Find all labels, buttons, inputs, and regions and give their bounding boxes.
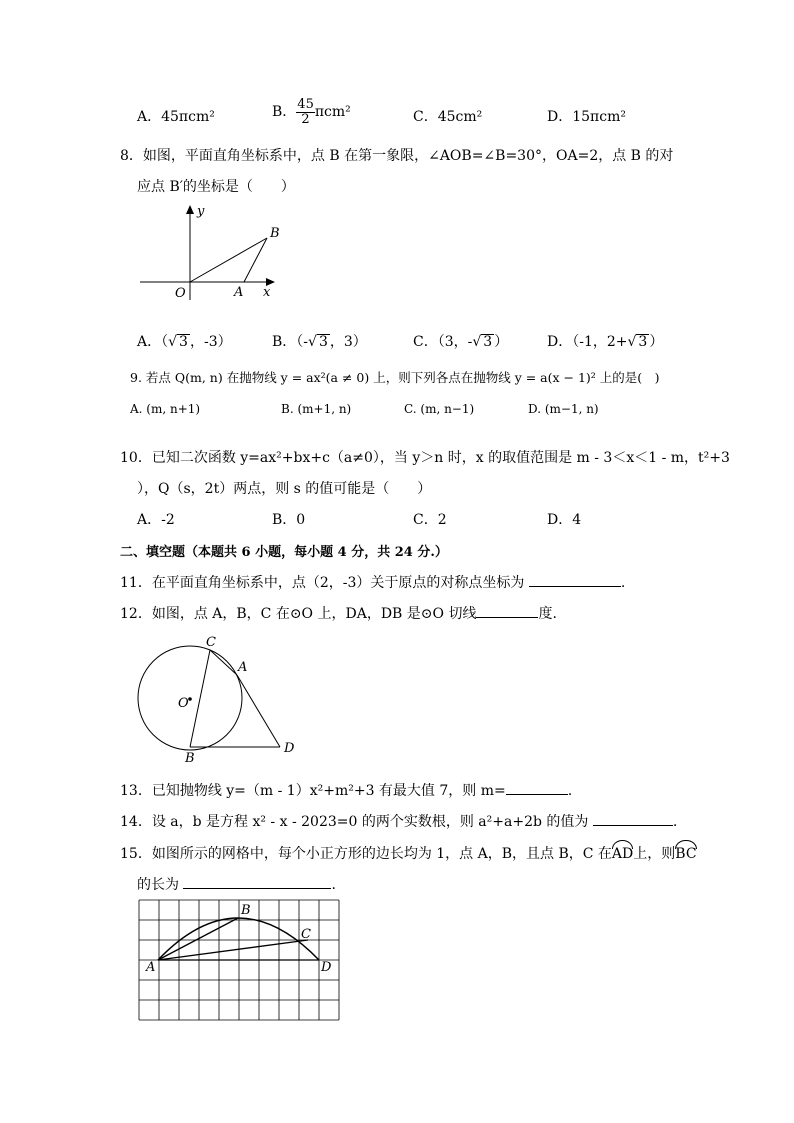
q15-segment-ab — [158, 918, 238, 960]
q15-text: 15．如图所示的网格中，每个小正方形的边长均为 1，点 A，B，且点 B，C 在 — [120, 846, 612, 862]
q8-label-a: A — [234, 285, 244, 300]
q15-text-mid: 上，则 — [633, 846, 676, 862]
q7-option-b-prefix: B． — [272, 104, 297, 121]
q10-stem-line2: ），Q（s，2t）两点，则 s 的值可能是（ ） — [137, 481, 432, 497]
q7-option-b — [272, 98, 351, 126]
q12-tangent-da — [237, 675, 280, 747]
q13 — [120, 780, 572, 800]
q8-option-a-post: ，-3） — [189, 334, 232, 350]
q8-option-d-radicand: 3 — [638, 334, 648, 350]
q15-arc-ad — [612, 842, 633, 862]
q7-option-c: C．45cm² — [413, 109, 483, 125]
q8-stem-line2: 应点 B′的坐标是（ ） — [137, 179, 295, 195]
q15-arc-ad-label: AD — [611, 846, 634, 862]
q8-option-c-post: ） — [494, 334, 509, 350]
q15-arc — [158, 918, 319, 960]
q8-option-b-post: ，3） — [329, 334, 367, 350]
q12-chord-ca — [210, 650, 237, 675]
q8-label-y: y — [197, 204, 205, 219]
q7-option-b-denominator: 2 — [301, 111, 310, 127]
q8-option-b-pre: B．（- — [272, 334, 309, 350]
q8-option-d-post: ） — [649, 334, 664, 350]
q10-stem-line1: 10．已知二次函数 y=ax²+bx+c（a≠0），当 y＞n 时，x 的取值范围是 m - 3＜x＜1 - m，t²+3 — [120, 450, 730, 466]
q8-option-a-radicand: 3 — [179, 334, 188, 350]
q8-option-b-radicand: 3 — [318, 334, 328, 350]
q15-answer-blank[interactable] — [183, 874, 331, 889]
q10-option-a: A．-2 — [137, 512, 175, 528]
q8-option-c-pre: C．（3，- — [413, 334, 473, 350]
q8-option-b: B．（-√ 3 ，3） — [272, 334, 367, 350]
q14-answer-blank[interactable] — [593, 811, 673, 826]
q12-answer-blank[interactable] — [476, 603, 538, 618]
q8-label-x: x — [263, 285, 271, 300]
q9-option-d: D. (m−1, n) — [528, 402, 599, 416]
q13-text: 13．已知抛物线 y=（m - 1）x²+m²+3 有最大值 7，则 m= — [120, 783, 506, 799]
q9-stem: 9. 若点 Q(m, n) 在抛物线 y = ax²(a ≠ 0) 上，则下列各点在抛物线 y = a(x − 1)² 上的是( ) — [130, 370, 660, 385]
q15-line1 — [120, 842, 697, 863]
q8-y-arrow-icon — [186, 205, 194, 214]
q10-option-c: C．2 — [413, 512, 447, 528]
q14-end: . — [672, 814, 678, 830]
q15-label-c: C — [301, 927, 311, 942]
q12-circle-figure — [130, 630, 305, 765]
q8-option-c-radicand: 3 — [483, 334, 493, 350]
q15-segment-ac — [158, 940, 308, 960]
q12-label-a: A — [238, 660, 248, 675]
q8-stem-line1: 8．如图，平面直角坐标系中，点 B 在第一象限，∠AOB=∠B=30°，OA=2，点 B 的对 — [120, 148, 674, 164]
q11-text: 11．在平面直角坐标系中，点（2，-3）关于原点的对称点坐标为 — [120, 575, 525, 591]
q8-coordinate-figure — [135, 200, 285, 302]
q15-end: . — [331, 877, 336, 893]
q7-option-a: A．45πcm² — [137, 109, 215, 125]
q12-label-d: D — [284, 741, 295, 756]
q15-label-a: A — [146, 960, 156, 975]
q15-arc-bc-label: BC — [675, 846, 697, 862]
q15-grid-figure — [138, 898, 344, 1023]
q8-option-c: C．（3，-√ 3 ） — [413, 334, 509, 350]
section-fill-in-heading: 二、填空题（本题共 6 小题，每小题 4 分，共 24 分.） — [120, 545, 448, 560]
q13-end: . — [567, 783, 573, 799]
q8-option-a-pre: A．（ — [137, 334, 169, 350]
q14 — [120, 811, 677, 831]
q10-option-d: D．4 — [547, 512, 582, 528]
q12-end: 度. — [538, 606, 557, 622]
q15-label-d: D — [321, 960, 332, 975]
q15-arc-ad-icon — [612, 840, 633, 849]
q10-option-b: B．0 — [272, 512, 306, 528]
q8-label-o: O — [175, 286, 186, 301]
q11-answer-blank[interactable] — [529, 572, 621, 587]
q15-line2 — [137, 874, 336, 894]
q11 — [120, 572, 625, 592]
q12-label-c: C — [206, 635, 216, 650]
q8-option-d: D．（-1，2+√ 3 ） — [547, 334, 664, 350]
q13-answer-blank[interactable] — [506, 780, 568, 795]
q7-option-b-suffix: πcm² — [314, 104, 351, 121]
q15-arc-bc-icon — [675, 840, 696, 849]
q12-text: 12．如图，点 A，B，C 在⊙O 上，DA，DB 是⊙O 切线 — [120, 606, 477, 622]
q12-label-b: B — [185, 751, 195, 765]
q8-option-a: A．（√ 3 ，-3） — [137, 334, 232, 350]
q15-text-line2: 的长为 — [137, 877, 179, 893]
q9-option-a: A. (m, n+1) — [130, 402, 201, 416]
q8-label-b: B — [270, 226, 280, 241]
q12-chord-cb — [190, 650, 210, 747]
q9-option-b: B. (m+1, n) — [281, 402, 352, 416]
q12 — [120, 603, 557, 623]
q15-label-b: B — [241, 903, 251, 918]
q7-option-b-fraction — [296, 98, 315, 126]
q15-arc-bc — [675, 842, 696, 862]
q8-option-d-pre: D．（-1，2+ — [547, 334, 628, 350]
q11-end: . — [620, 575, 626, 591]
q7-option-b-numerator: 45 — [297, 97, 314, 112]
q7-option-d: D．15πcm² — [547, 109, 626, 125]
q12-center-dot — [188, 697, 192, 701]
q14-text: 14．设 a，b 是方程 x² - x - 2023=0 的两个实数根，则 a²+a+2b 的值为 — [120, 814, 589, 830]
q12-label-o: O — [178, 696, 189, 711]
q9-option-c: C. (m, n−1) — [404, 402, 475, 416]
